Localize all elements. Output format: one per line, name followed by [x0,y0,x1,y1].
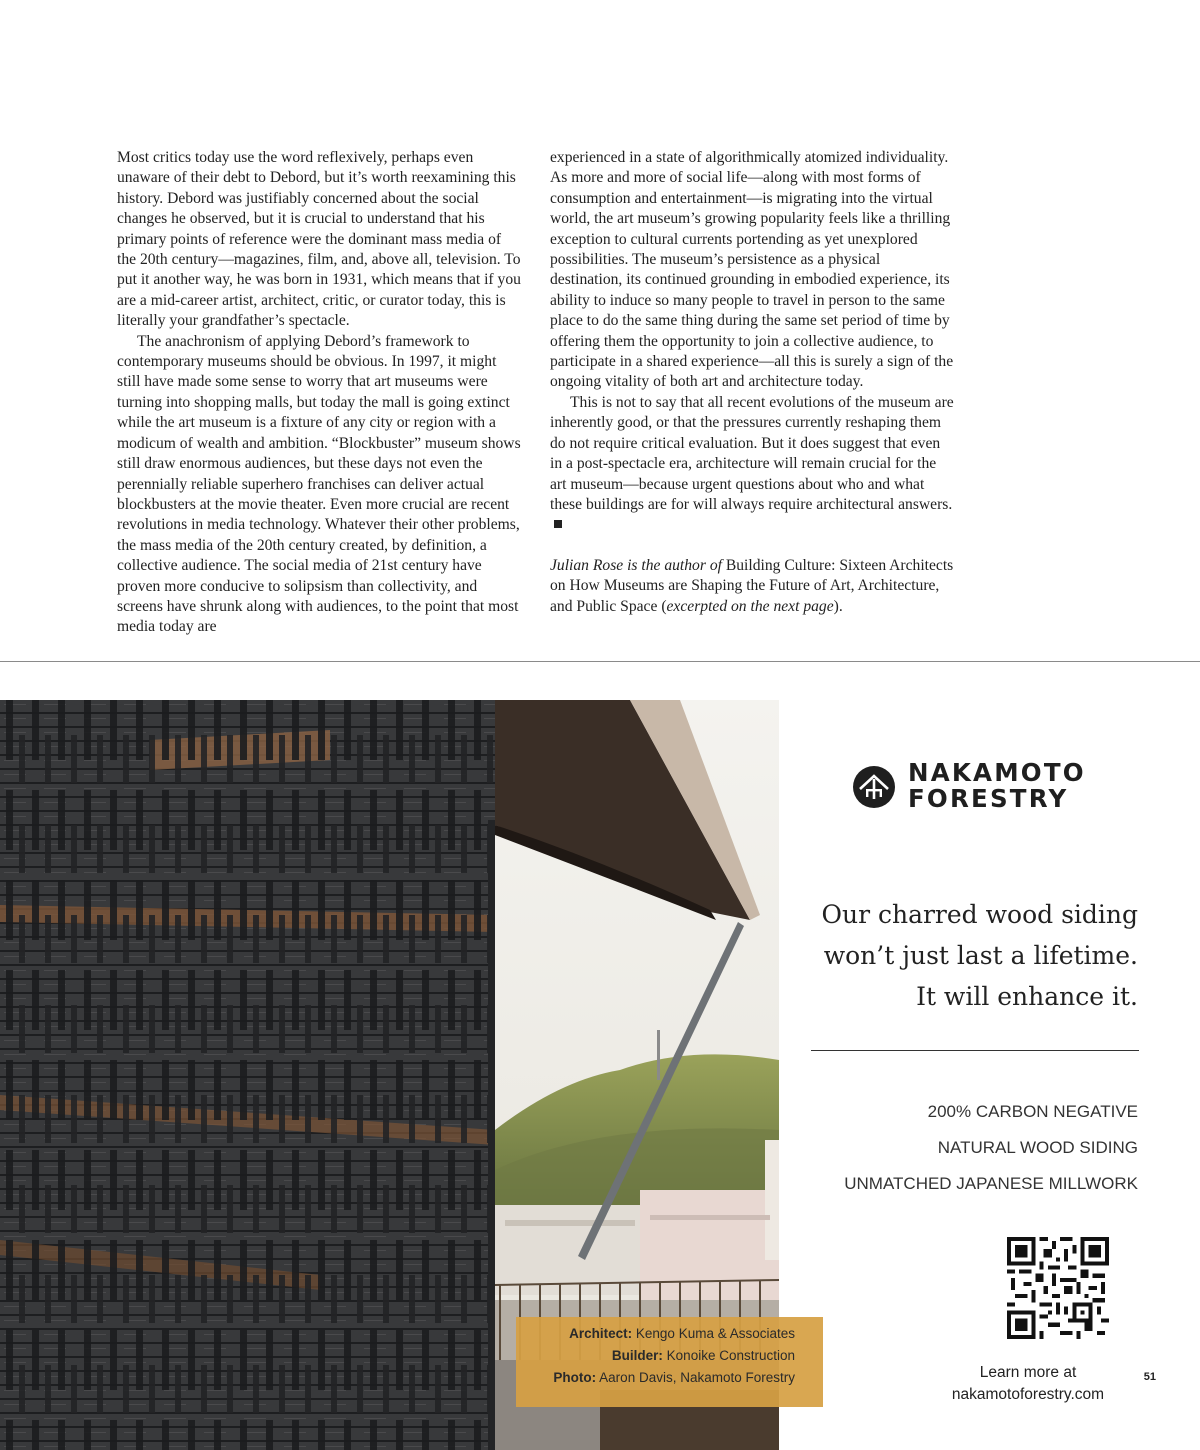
article-paragraph: The anachronism of applying Debord’s framework to contemporary museums should be obvious. In 1997, it might still have made some sense to worry that art museums were turning into shopping malls, but today the mall is going extinct while the art museum is a fixture of any city or region with a modicum of wealth and ambition. “Blockbuster” museum shows still draw enormous audiences, but these days not even the perennially reliable superhero franchises can deliver actual blockbusters at the movie theater. Even more crucial are recent revolutions in media technology. Whatever their other problems, the mass media of the 20th century created, by definition, a collective audience. The social media of 21st century have proven more conducive to solipsism than collectivity, and screens have shrunk along with audiences, to the point that most media today are [117,332,521,636]
article-column-right [550,148,955,617]
author-credit [550,556,955,617]
learn-more[interactable] [918,1362,1138,1406]
credit-label: Photo: [553,1370,597,1385]
brand-lockup[interactable] [852,760,1142,816]
ad-tagline [778,894,1138,1017]
tagline-line: won’t just last a lifetime. [823,941,1138,970]
feature-item: NATURAL WOOD SIDING [937,1138,1138,1157]
ad-photo-charred-wood-building [0,700,795,1450]
feature-item: UNMATCHED JAPANESE MILLWORK [844,1174,1138,1193]
photo-credits-box [516,1317,823,1407]
excerpt-note: excerpted on the next page [666,597,834,615]
article-paragraph: experienced in a state of algorithmically atomized individuality. As more and more of social life—along with most forms of consumption and entertainment—is migrating into the virtual world, the art museum’s growing popularity feels like a thrilling exception to cultural currents portending as yet unexplored possibilities. The museum’s persistence as a physical destination, its continued grounding in embodied experience, its ability to induce so many people to travel in person to the same place to do the same thing during the same set period of time by offering them the opportunity to join a collective audience, to participate in a shared experience—all this is surely a sign of the ongoing vitality of both art and architecture today. [550,149,954,391]
article-paragraph [550,393,955,536]
paren-close: ). [833,597,843,615]
credit-label: Architect: [569,1326,633,1341]
closing-paragraph-text: This is not to say that all recent evolutions of the museum are inherently good, or that the pressures currently reshaping them do not require critical evaluation. But it does suggest that even in a post-spectacle era, architecture will remain crucial for the art museum—because urgent questions about who and what these buildings are for will always require architectural answers. [550,393,954,513]
brand-name [908,760,1086,812]
feature-list [844,1094,1138,1202]
article-paragraph: Most critics today use the word reflexively, perhaps even unaware of their debt to Debord, but it’s worth reexamining this history. Debord was justifiably concerned about the social changes he observed, but it is crucial to understand that his primary points of reference were the dominant mass media of the 20th century—magazines, film, and, above all, television. To put it another way, he was born in 1931, which means that if you are a mid-career artist, architect, critic, or curator today, this is literally your grandfather’s spectacle. [117,149,521,330]
article-column-left [117,148,522,638]
book-title: Building Culture: Sixteen Architects on How Museums are Shaping the Future of Art, Architecture, and Public Space [550,556,954,615]
ad-divider [811,1050,1139,1051]
author-credit-lead: Julian Rose is the author of [550,556,722,574]
article-body [117,148,957,638]
credit-value: Konoike Construction [666,1348,795,1363]
feature-item: 200% CARBON NEGATIVE [927,1102,1138,1121]
credit-builder [516,1345,795,1367]
qr-code-icon[interactable] [1007,1237,1109,1339]
credit-architect [516,1323,795,1345]
page-number: 51 [1143,1371,1156,1383]
credit-label: Builder: [611,1348,663,1363]
credit-value: Kengo Kuma & Associates [635,1326,795,1341]
tagline-line: Our charred wood siding [821,900,1138,929]
nakamoto-forestry-logo-icon [852,765,896,809]
website-link[interactable]: nakamotoforestry.com [951,1386,1105,1403]
section-divider [0,661,1200,662]
end-mark-icon [554,520,562,528]
learn-more-text: Learn more at [979,1364,1077,1381]
brand-name-line2: FORESTRY [908,784,1069,813]
advertisement [0,700,1200,1450]
credit-photo [516,1367,795,1389]
credit-value: Aaron Davis, Nakamoto Forestry [599,1370,795,1385]
paren-open: ( [661,597,667,615]
brand-name-line1: NAKAMOTO [908,758,1086,787]
tagline-line: It will enhance it. [916,982,1138,1011]
